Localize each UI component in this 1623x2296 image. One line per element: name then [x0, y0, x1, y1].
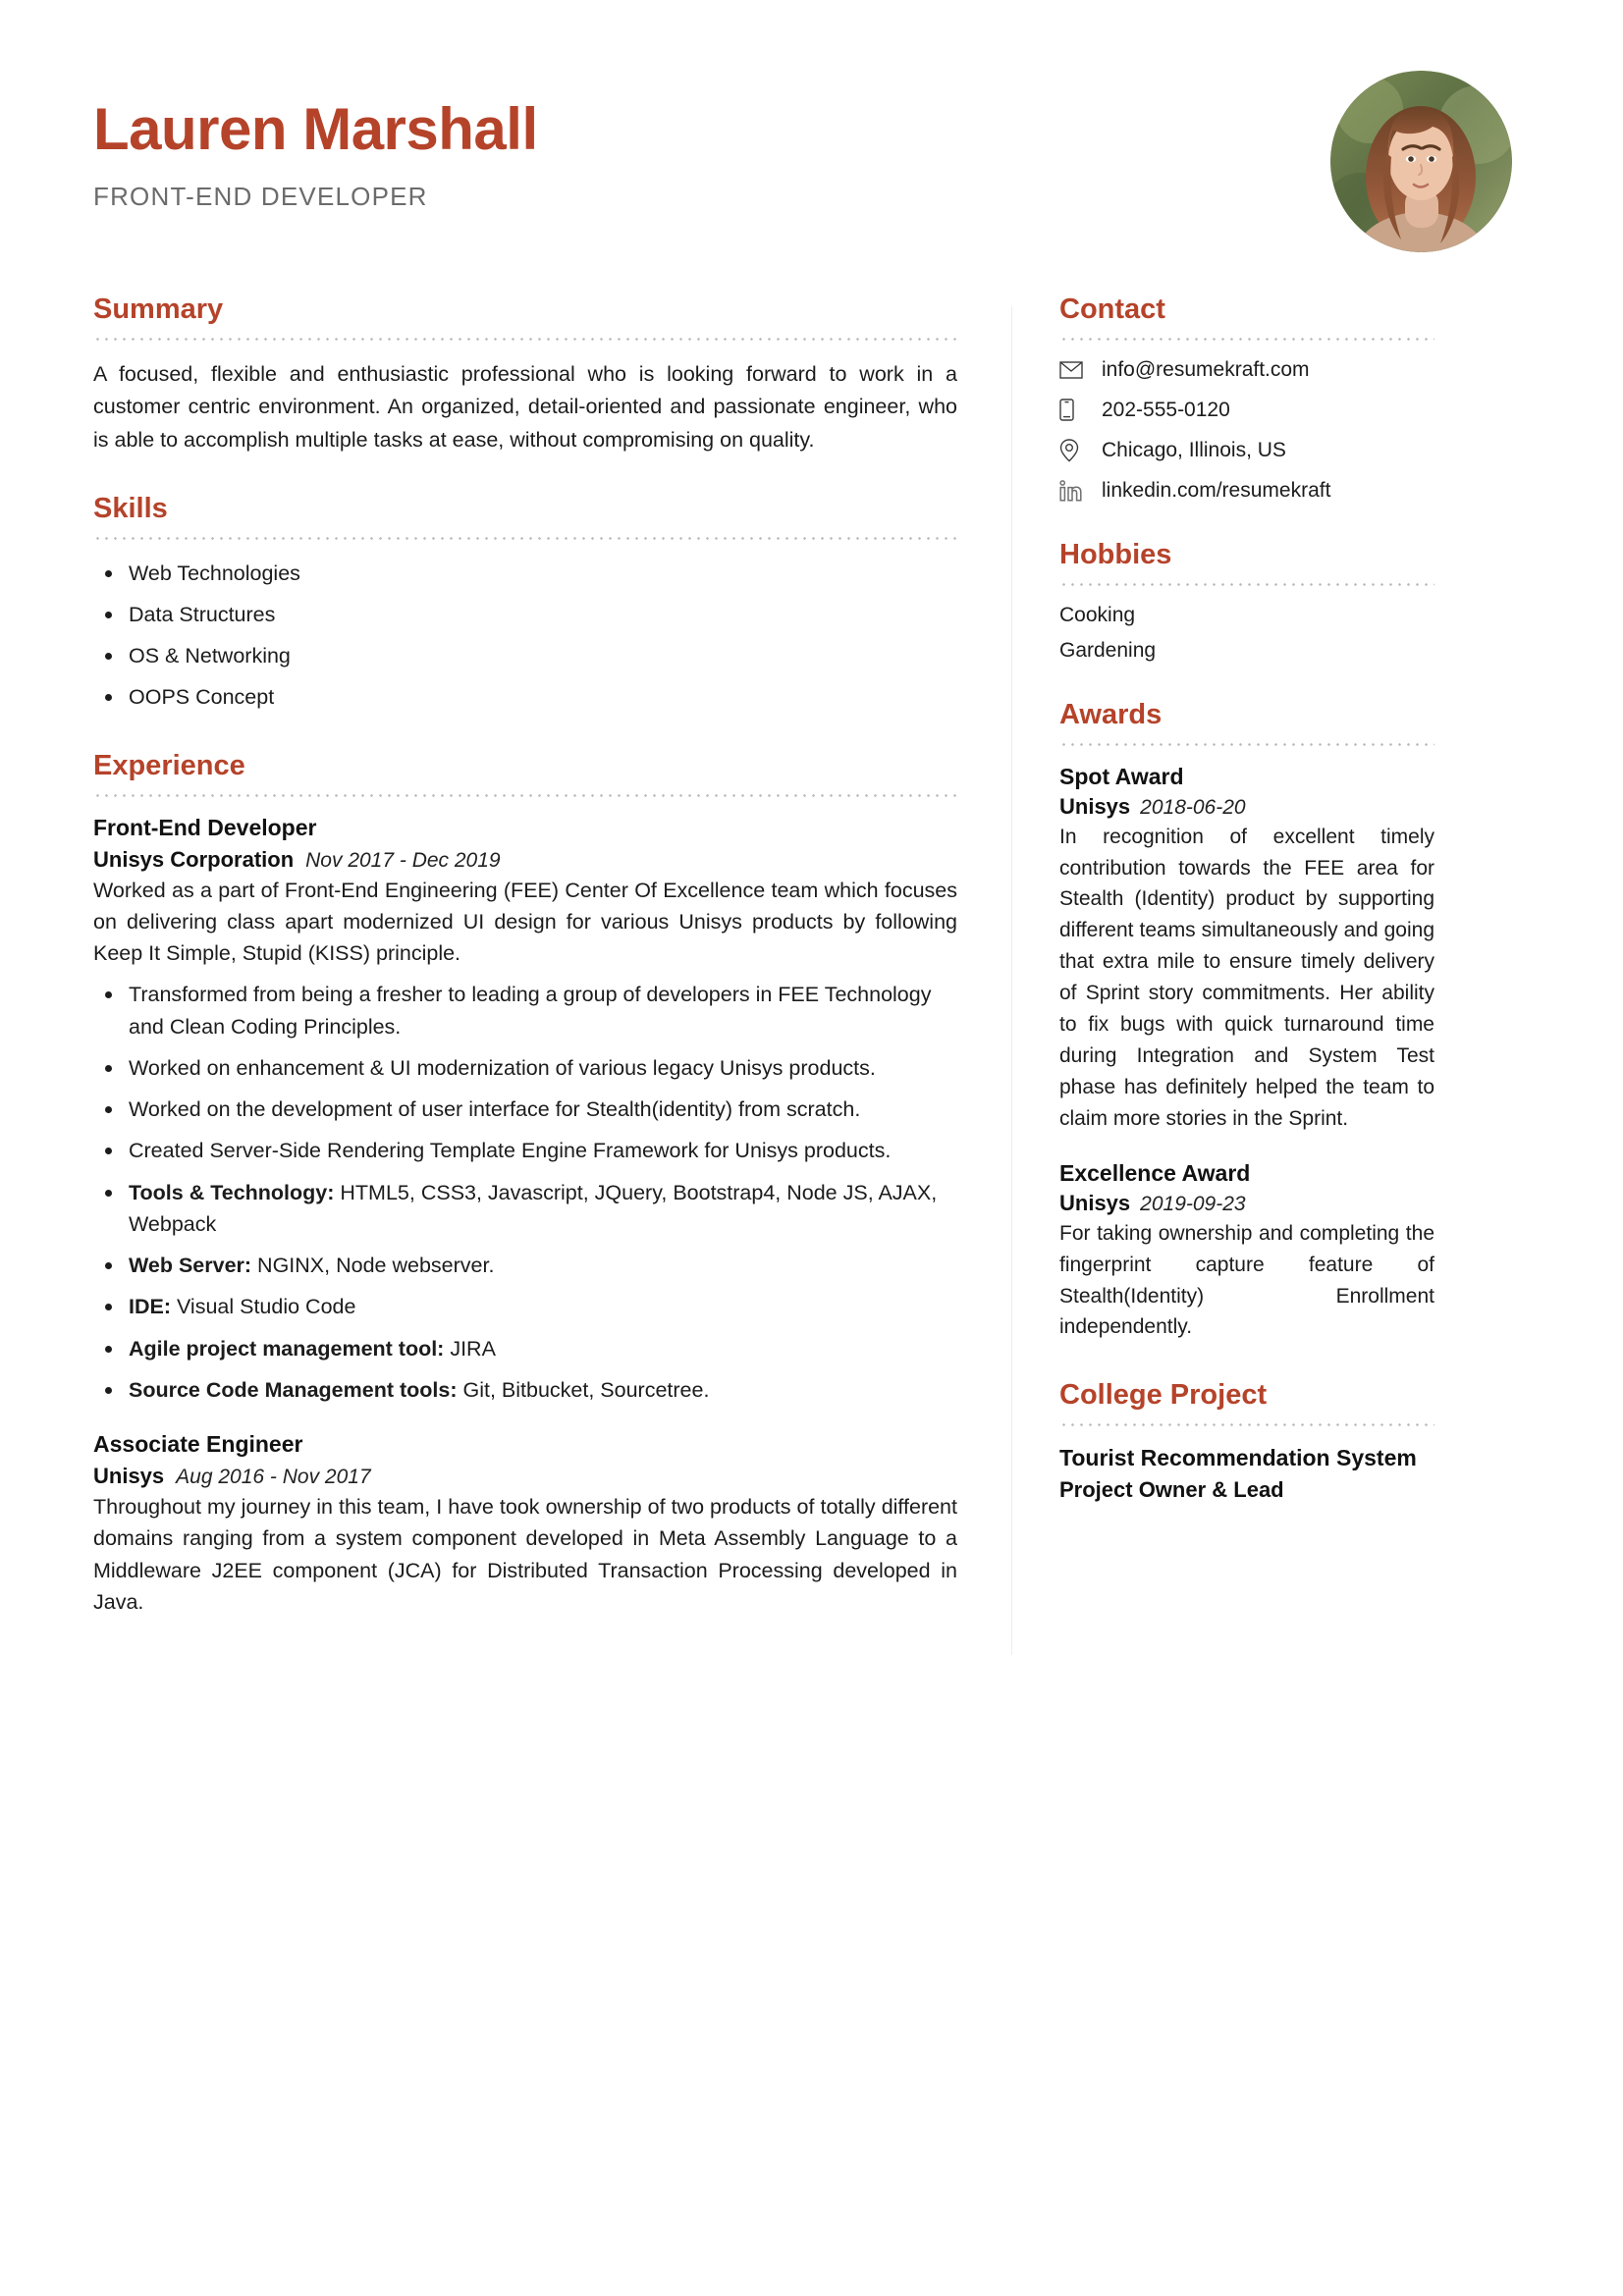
award-description: For taking ownership and completing the fingerprint capture feature of Stealth(Identity) Enrollment independently.: [1059, 1221, 1434, 1339]
award-name: Excellence Award: [1059, 1159, 1251, 1186]
candidate-job-title: FRONT-END DEVELOPER: [93, 182, 428, 211]
job-company: Unisys: [93, 1464, 165, 1489]
bullet-text: Created Server-Side Rendering Template Engine Framework for Unisys products.: [129, 1139, 892, 1163]
bullet-text: Visual Studio Code: [171, 1295, 356, 1319]
bullet-lead: IDE:: [129, 1295, 171, 1319]
section-heading-college-project: College Project: [1059, 1379, 1268, 1412]
contact-item-phone[interactable]: [1059, 399, 1434, 422]
resume-header: [0, 0, 1623, 294]
job-description: Worked as a part of Front-End Engineering (FEE) Center Of Excellence team which focuses on delivering class apart modernized UI design for various Unisys products by following Keep It Simple, Stupid (KISS) principle.: [93, 878, 957, 966]
section-skills: [93, 494, 957, 714]
contact-value: 202-555-0120: [1102, 398, 1230, 421]
phone-icon: [1059, 399, 1089, 421]
skills-list: [93, 558, 957, 714]
contact-value: info@resumekraft.com: [1102, 357, 1310, 381]
heading-dotted-rule: [1059, 743, 1434, 746]
contact-item-location[interactable]: [1059, 439, 1434, 462]
bullet-text: NGINX, Node webserver.: [251, 1254, 495, 1278]
list-item: Data Structures: [93, 599, 957, 630]
bullet-text: JIRA: [444, 1336, 496, 1361]
list-item: [93, 1291, 957, 1322]
contact-item-linkedin[interactable]: [1059, 479, 1434, 503]
list-item: [93, 1374, 957, 1406]
section-college-project: [1059, 1380, 1434, 1503]
award-description: In recognition of excellent timely contribution towards the FEE area for Stealth (Identity) product by supporting different teams simultaneously and going that extra mile to ensure timely delivery of Sprint story commitments. Her ability to fix bugs with quick turnaround time during Integration and System Test phase has definitely helped the team to claim more stories in the Sprint.: [1059, 825, 1434, 1130]
job-meta: [93, 847, 957, 873]
bullet-lead: Agile project management tool:: [129, 1336, 445, 1361]
bullet-text: Worked on enhancement & UI modernization of various legacy Unisys products.: [129, 1055, 876, 1080]
section-heading-hobbies: Hobbies: [1059, 538, 1172, 570]
list-item: [93, 1135, 957, 1166]
job-dates: Nov 2017 - Dec 2019: [305, 848, 501, 872]
contact-value: linkedin.com/resumekraft: [1102, 478, 1331, 502]
job-dates: Aug 2016 - Nov 2017: [176, 1466, 371, 1489]
summary-text: A focused, flexible and enthusiastic professional who is looking forward to work in a customer centric environment. An organized, detail-oriented and passionate engineer, who is able to accomplish multiple tasks at ease, without compromising on quality.: [93, 361, 957, 452]
bullet-text: Transformed from being a fresher to leading a group of developers in FEE Technology and Clean Coding Principles.: [129, 983, 932, 1039]
award-org: Unisys: [1059, 793, 1131, 819]
bullet-text: Worked on the development of user interface for Stealth(identity) from scratch.: [129, 1097, 861, 1122]
section-contact: [1059, 294, 1434, 503]
envelope-icon: [1059, 361, 1089, 379]
heading-dotted-rule: [93, 794, 957, 797]
list-item: Web Technologies: [93, 558, 957, 589]
section-heading-summary: Summary: [93, 294, 224, 325]
list-item: OS & Networking: [93, 640, 957, 671]
hobby-item: Gardening: [1059, 638, 1157, 662]
section-heading-skills: Skills: [93, 492, 168, 524]
award-entry: [1059, 1160, 1434, 1344]
section-heading-awards: Awards: [1059, 698, 1163, 730]
resume-columns: [0, 294, 1623, 1655]
heading-dotted-rule: [93, 537, 957, 540]
list-item: [93, 979, 957, 1042]
heading-dotted-rule: [1059, 583, 1434, 586]
contact-item-email[interactable]: [1059, 358, 1434, 382]
hobby-item: Cooking: [1059, 603, 1136, 626]
location-pin-icon: [1059, 439, 1089, 462]
bullet-lead: Web Server:: [129, 1254, 252, 1278]
candidate-name: Lauren Marshall: [93, 96, 538, 162]
heading-dotted-rule: [1059, 338, 1434, 341]
contact-value: Chicago, Illinois, US: [1102, 438, 1286, 461]
list-item: [93, 1333, 957, 1364]
linkedin-icon: [1059, 480, 1089, 502]
award-name: Spot Award: [1059, 763, 1184, 789]
header-text-block: [93, 90, 538, 212]
section-heading-contact: Contact: [1059, 294, 1165, 325]
portrait-photo-icon: [1330, 71, 1512, 252]
experience-entry: [93, 815, 957, 1407]
award-date: 2018-06-20: [1140, 795, 1246, 819]
bullet-lead: Tools & Technology:: [129, 1180, 335, 1204]
section-summary: [93, 294, 957, 456]
list-item: OOPS Concept: [93, 681, 957, 713]
job-description: Throughout my journey in this team, I have took ownership of two products of totally different domains ranging from a system component developed in Meta Assembly Language to a Middleware J2EE component (JCA) for Distributed Transaction Processing developed in Java.: [93, 1495, 957, 1614]
section-awards: [1059, 700, 1434, 1344]
award-meta: [1059, 794, 1434, 820]
list-item: [93, 1250, 957, 1281]
job-bullet-list: [93, 979, 957, 1406]
experience-entry: [93, 1431, 957, 1618]
bullet-lead: Source Code Management tools:: [129, 1377, 458, 1402]
project-role: Project Owner & Lead: [1059, 1477, 1284, 1503]
award-org: Unisys: [1059, 1190, 1131, 1215]
job-role: Associate Engineer: [93, 1431, 303, 1458]
bullet-text: Git, Bitbucket, Sourcetree.: [457, 1377, 710, 1402]
award-meta: [1059, 1191, 1434, 1216]
job-company: Unisys Corporation: [93, 846, 295, 872]
job-role: Front-End Developer: [93, 814, 317, 840]
section-heading-experience: Experience: [93, 749, 245, 781]
list-item: [93, 1094, 957, 1125]
award-date: 2019-09-23: [1140, 1192, 1246, 1215]
job-meta: [93, 1464, 957, 1489]
section-experience: [93, 751, 957, 1618]
heading-dotted-rule: [93, 338, 957, 341]
sidebar-column: [1012, 294, 1434, 1655]
project-name: Tourist Recommendation System: [1059, 1445, 1417, 1471]
avatar: [1330, 71, 1512, 252]
list-item: [93, 1177, 957, 1241]
award-entry: [1059, 764, 1434, 1135]
main-column: [93, 294, 1011, 1655]
list-item: [93, 1052, 957, 1084]
section-hobbies: [1059, 540, 1434, 663]
heading-dotted-rule: [1059, 1423, 1434, 1426]
bullet-text: HTML5, CSS3, Javascript, JQuery, Bootstrap4, Node JS, AJAX, Webpack: [129, 1180, 938, 1236]
